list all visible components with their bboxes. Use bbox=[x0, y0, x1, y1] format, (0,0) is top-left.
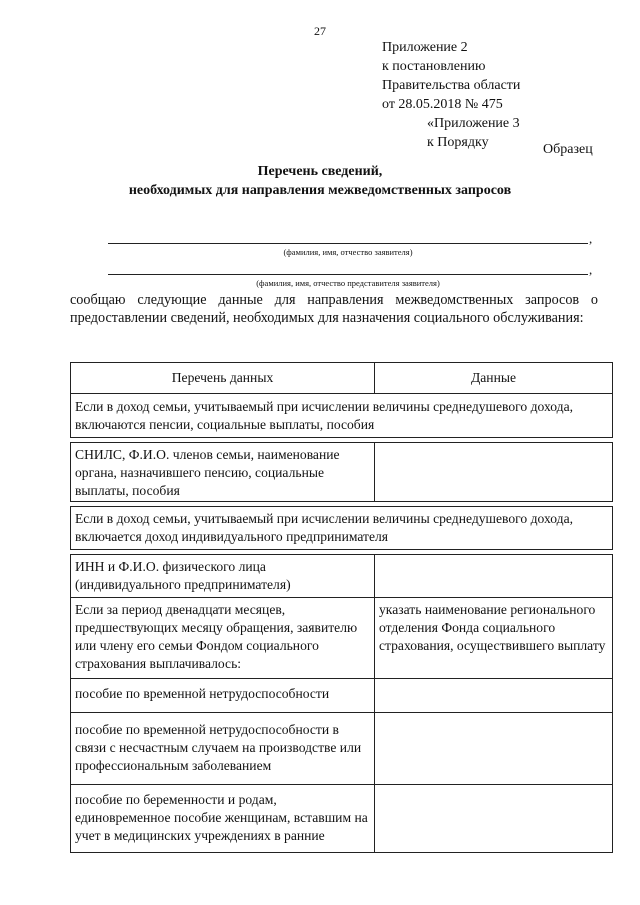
representative-caption: (фамилия, имя, отчество представителя заявителя) bbox=[256, 278, 440, 288]
row-value-field[interactable] bbox=[375, 713, 613, 785]
section-cell: Если в доход семьи, учитываемый при исчислении величины среднедушевого дохода, включаются пенсии, социальные выплаты, пособия bbox=[71, 394, 613, 438]
row-value-field[interactable] bbox=[375, 785, 613, 853]
intro-paragraph: сообщаю следующие данные для направления межведомственных запросов о предоставлении сведений, необходимых для назначения социального обслуживания: bbox=[70, 292, 598, 326]
table-row bbox=[71, 443, 613, 502]
section-row bbox=[71, 394, 613, 438]
section-row bbox=[71, 507, 613, 550]
applicant-name-line[interactable] bbox=[108, 243, 588, 244]
row-label: ИНН и Ф.И.О. физического лица (индивидуального предпринимателя) bbox=[71, 555, 375, 598]
representative-name-line[interactable] bbox=[108, 274, 588, 275]
row-label: Если за период двенадцати месяцев, предшествующих месяцу обращения, заявителю или члену его семьи Фондом социального страхования выплачивалось: bbox=[71, 598, 375, 679]
comma: , bbox=[589, 262, 593, 277]
table-row bbox=[71, 598, 613, 679]
comma: , bbox=[589, 231, 593, 246]
title-line-1: Перечень сведений, bbox=[257, 164, 383, 179]
section-cell: Если в доход семьи, учитываемый при исчислении величины среднедушевого дохода, включается доход индивидуального предпринимателя bbox=[71, 507, 613, 550]
table-row bbox=[71, 555, 613, 598]
applicant-caption: (фамилия, имя, отчество заявителя) bbox=[283, 247, 413, 257]
page-number: 27 bbox=[314, 24, 326, 38]
row-label: СНИЛС, Ф.И.О. членов семьи, наименование органа, назначившего пенсию, социальные выплаты, пособия bbox=[71, 443, 375, 502]
appendix-line: «Приложение 3 bbox=[427, 116, 520, 131]
row-label: пособие по временной нетрудоспособности bbox=[71, 679, 375, 713]
appendix-line: к постановлению bbox=[382, 59, 486, 74]
sample-label: Образец bbox=[543, 142, 593, 157]
row-value-field[interactable] bbox=[375, 679, 613, 713]
title-line-2: необходимых для направления межведомственных запросов bbox=[128, 183, 512, 198]
appendix-line: Приложение 2 bbox=[382, 40, 468, 55]
table-row bbox=[71, 785, 613, 853]
document-title bbox=[0, 162, 640, 200]
appendix-line: к Порядку bbox=[427, 135, 489, 150]
row-label: пособие по беременности и родам, единовременное пособие женщинам, вставшим на учет в медицинских учреждениях в ранние bbox=[71, 785, 375, 853]
table-row bbox=[71, 713, 613, 785]
header-cell-data-list: Перечень данных bbox=[71, 363, 375, 394]
row-value-field[interactable]: указать наименование регионального отделения Фонда социального страхования, осуществившего выплату bbox=[375, 598, 613, 679]
row-label: пособие по временной нетрудоспособности в связи с несчастным случаем на производстве или профессиональным заболеванием bbox=[71, 713, 375, 785]
appendix-line: Правительства области bbox=[382, 78, 521, 93]
appendix-line: от 28.05.2018 № 475 bbox=[382, 97, 503, 112]
table-row bbox=[71, 679, 613, 713]
data-table bbox=[70, 362, 613, 853]
row-value-field[interactable] bbox=[375, 555, 613, 598]
header-cell-data: Данные bbox=[375, 363, 613, 394]
table-header-row bbox=[71, 363, 613, 394]
row-value-field[interactable] bbox=[375, 443, 613, 502]
appendix-block bbox=[382, 38, 520, 152]
